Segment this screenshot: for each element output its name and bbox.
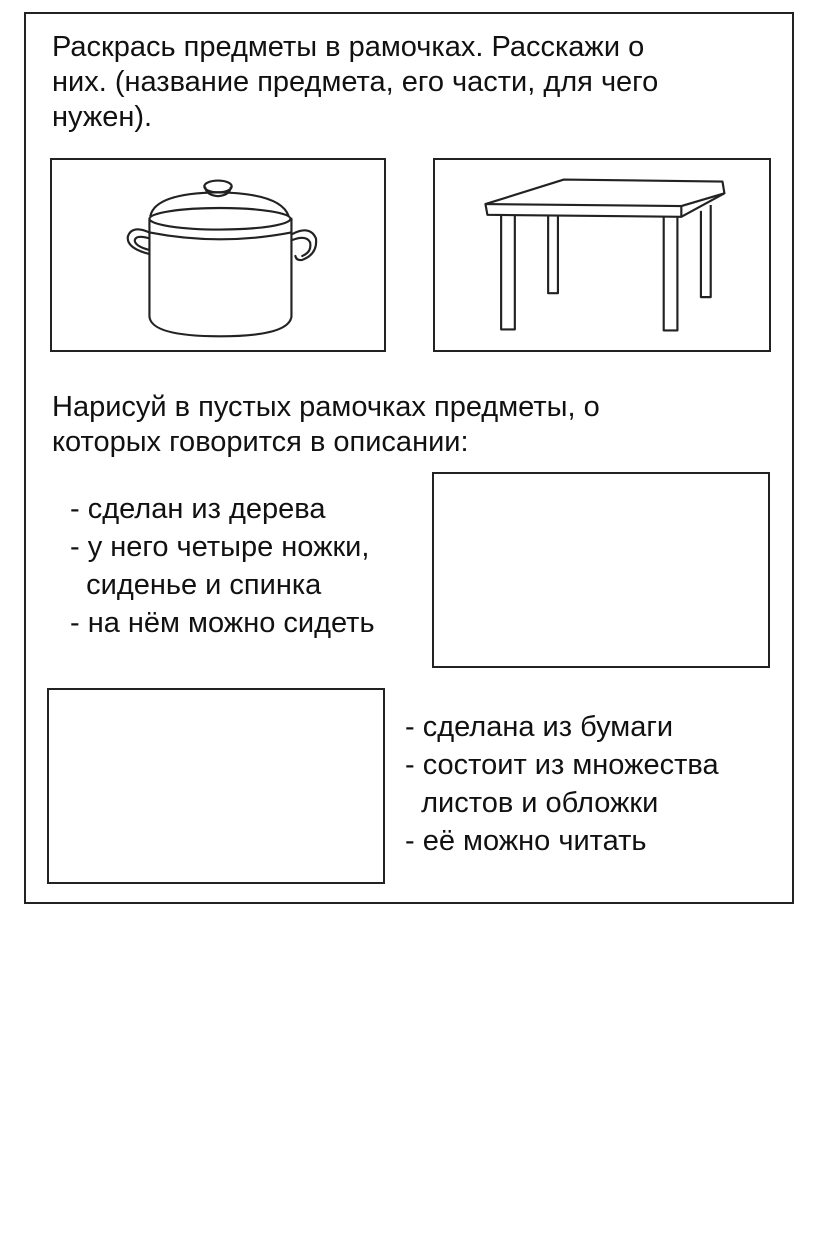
pot-icon (52, 160, 384, 350)
task2-instruction (52, 390, 770, 460)
list-item: сиденье и спинка (70, 569, 322, 601)
list-item: - у него четыре ножки, (70, 531, 370, 563)
task1-line: них. (название предмета, его части, для чего (52, 66, 659, 98)
chair-description-list (70, 490, 375, 642)
table-picture-frame (433, 158, 771, 352)
task1-instruction (52, 30, 772, 135)
list-item: - сделана из бумаги (405, 711, 674, 743)
list-item: - её можно читать (405, 825, 647, 857)
table-icon (435, 160, 769, 350)
list-item: листов и обложки (405, 787, 659, 819)
task2-line: Нарисуй в пустых рамочках предметы, о (52, 391, 600, 423)
list-item: - на нём можно сидеть (70, 607, 375, 639)
pot-picture-frame (50, 158, 386, 352)
task1-line: Раскрась предметы в рамочках. Расскажи о (52, 31, 645, 63)
book-drawing-frame[interactable] (47, 688, 385, 884)
list-item: - сделан из дерева (70, 493, 326, 525)
list-item: - состоит из множества (405, 749, 719, 781)
book-description-list (405, 708, 719, 860)
chair-drawing-frame[interactable] (432, 472, 770, 668)
task1-line: нужен). (52, 101, 153, 133)
task2-line: которых говорится в описании: (52, 426, 469, 458)
